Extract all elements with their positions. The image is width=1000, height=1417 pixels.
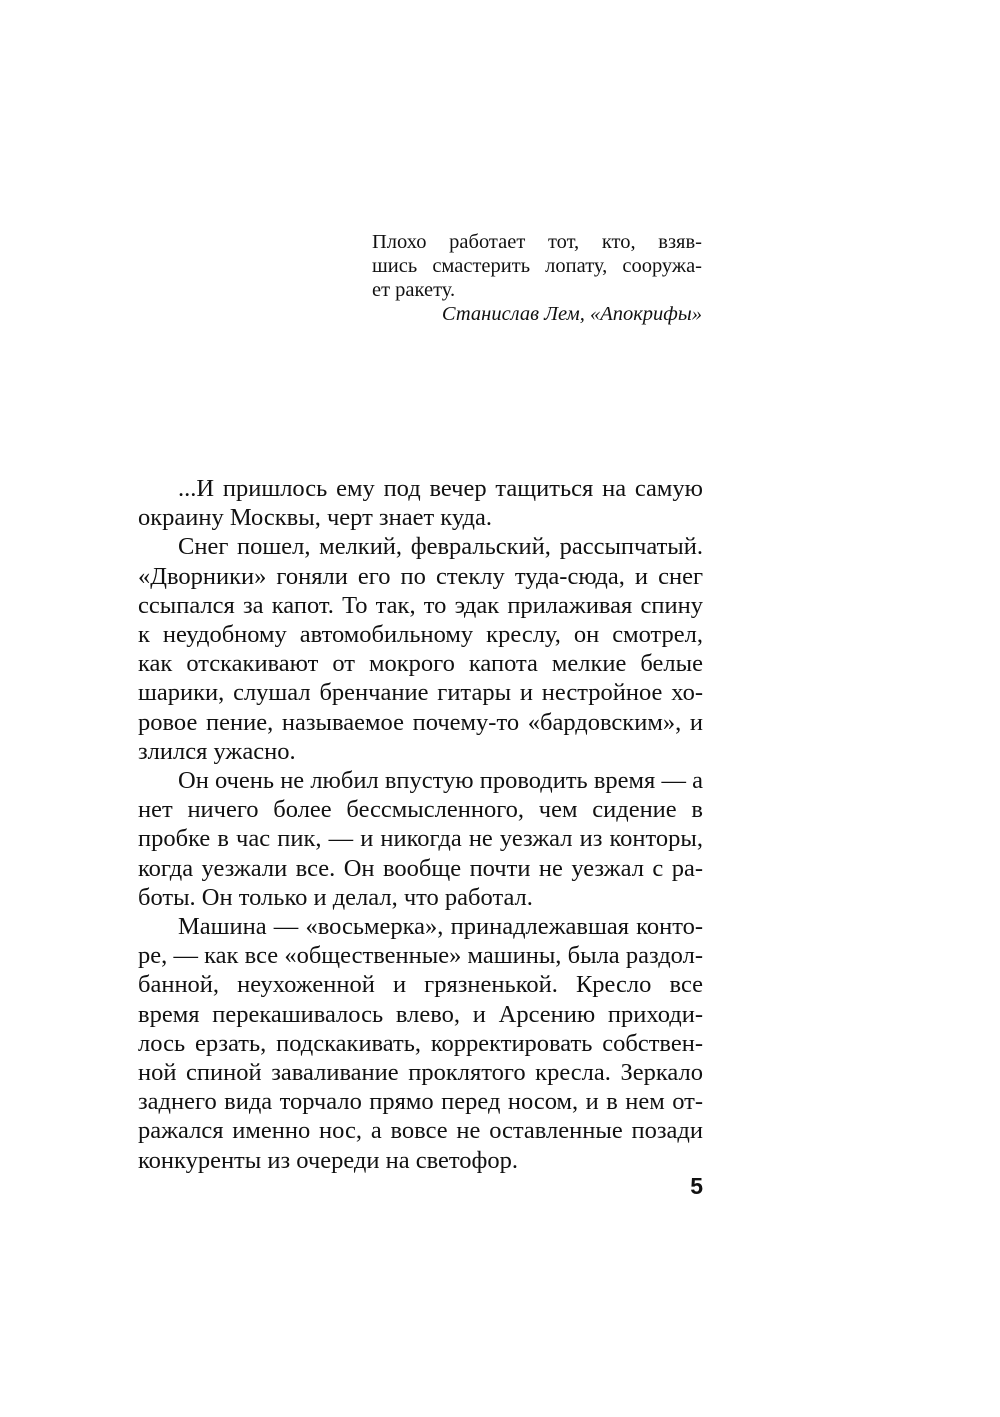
text-line: когда уезжали все. Он вообще почти не уезжал с ра- xyxy=(138,854,703,882)
text-line: ссыпался за капот. То так, то эдак прилаживая спину xyxy=(138,591,703,619)
paragraph xyxy=(138,474,703,532)
text-line: как отскакивают от мокрого капота мелкие белые xyxy=(138,650,703,678)
text-line: «Дворники» гоняли его по стеклу туда-сюда, и снег xyxy=(138,562,703,590)
text-line: заднего вида торчало прямо перед носом, и в нем от- xyxy=(138,1088,703,1116)
epigraph-line: Плохо работает тот, кто, взяв- xyxy=(372,231,702,253)
text-line: ре, — как все «общественные» машины, была раздол- xyxy=(138,942,703,970)
epigraph-attribution: Станислав Лем, «Апокрифы» xyxy=(441,303,702,325)
text-line: Машина — «восьмерка», принадлежавшая конто- xyxy=(178,913,703,941)
paragraph xyxy=(138,912,703,1175)
epigraph xyxy=(372,230,702,326)
page-number: 5 xyxy=(690,1173,703,1199)
text-line: банной, неухоженной и грязненькой. Кресло все xyxy=(138,971,703,999)
paragraph xyxy=(138,532,703,766)
text-line: Снег пошел, мелкий, февральский, рассыпчатый. xyxy=(178,533,703,561)
body-text xyxy=(138,474,703,1175)
text-line: нет ничего более бессмысленного, чем сидение в xyxy=(138,796,703,824)
text-line: время перекашивалось влево, и Арсению приходи- xyxy=(138,1000,703,1028)
text-line: злился ужасно. xyxy=(138,737,296,765)
paragraph xyxy=(138,766,703,912)
text-line: окраину Москвы, черт знает куда. xyxy=(138,504,493,532)
text-line: лось ерзать, подскакивать, корректировать собствен- xyxy=(138,1029,703,1057)
text-line: Он очень не любил впустую проводить время — а xyxy=(178,767,703,795)
text-line: к неудобному автомобильному креслу, он смотрел, xyxy=(138,621,703,649)
text-line: ровое пение, называемое почему-то «бардовским», и xyxy=(138,708,703,736)
text-line: ражался именно нос, а вовсе не оставленные позади xyxy=(138,1117,703,1145)
text-line: ной спиной заваливание проклятого кресла. Зеркало xyxy=(138,1059,703,1087)
text-line: пробке в час пик, — и никогда не уезжал из конторы, xyxy=(138,825,703,853)
epigraph-line: ет ракету. xyxy=(372,279,456,301)
text-line: шарики, слушал бренчание гитары и нестройное хо- xyxy=(138,679,703,707)
text-line: ...И пришлось ему под вечер тащиться на самую xyxy=(178,475,703,502)
text-line: конкуренты из очереди на светофор. xyxy=(138,1146,519,1174)
text-line: боты. Он только и делал, что работал. xyxy=(138,883,533,911)
epigraph-line: шись смастерить лопату, сооружа- xyxy=(372,255,702,277)
